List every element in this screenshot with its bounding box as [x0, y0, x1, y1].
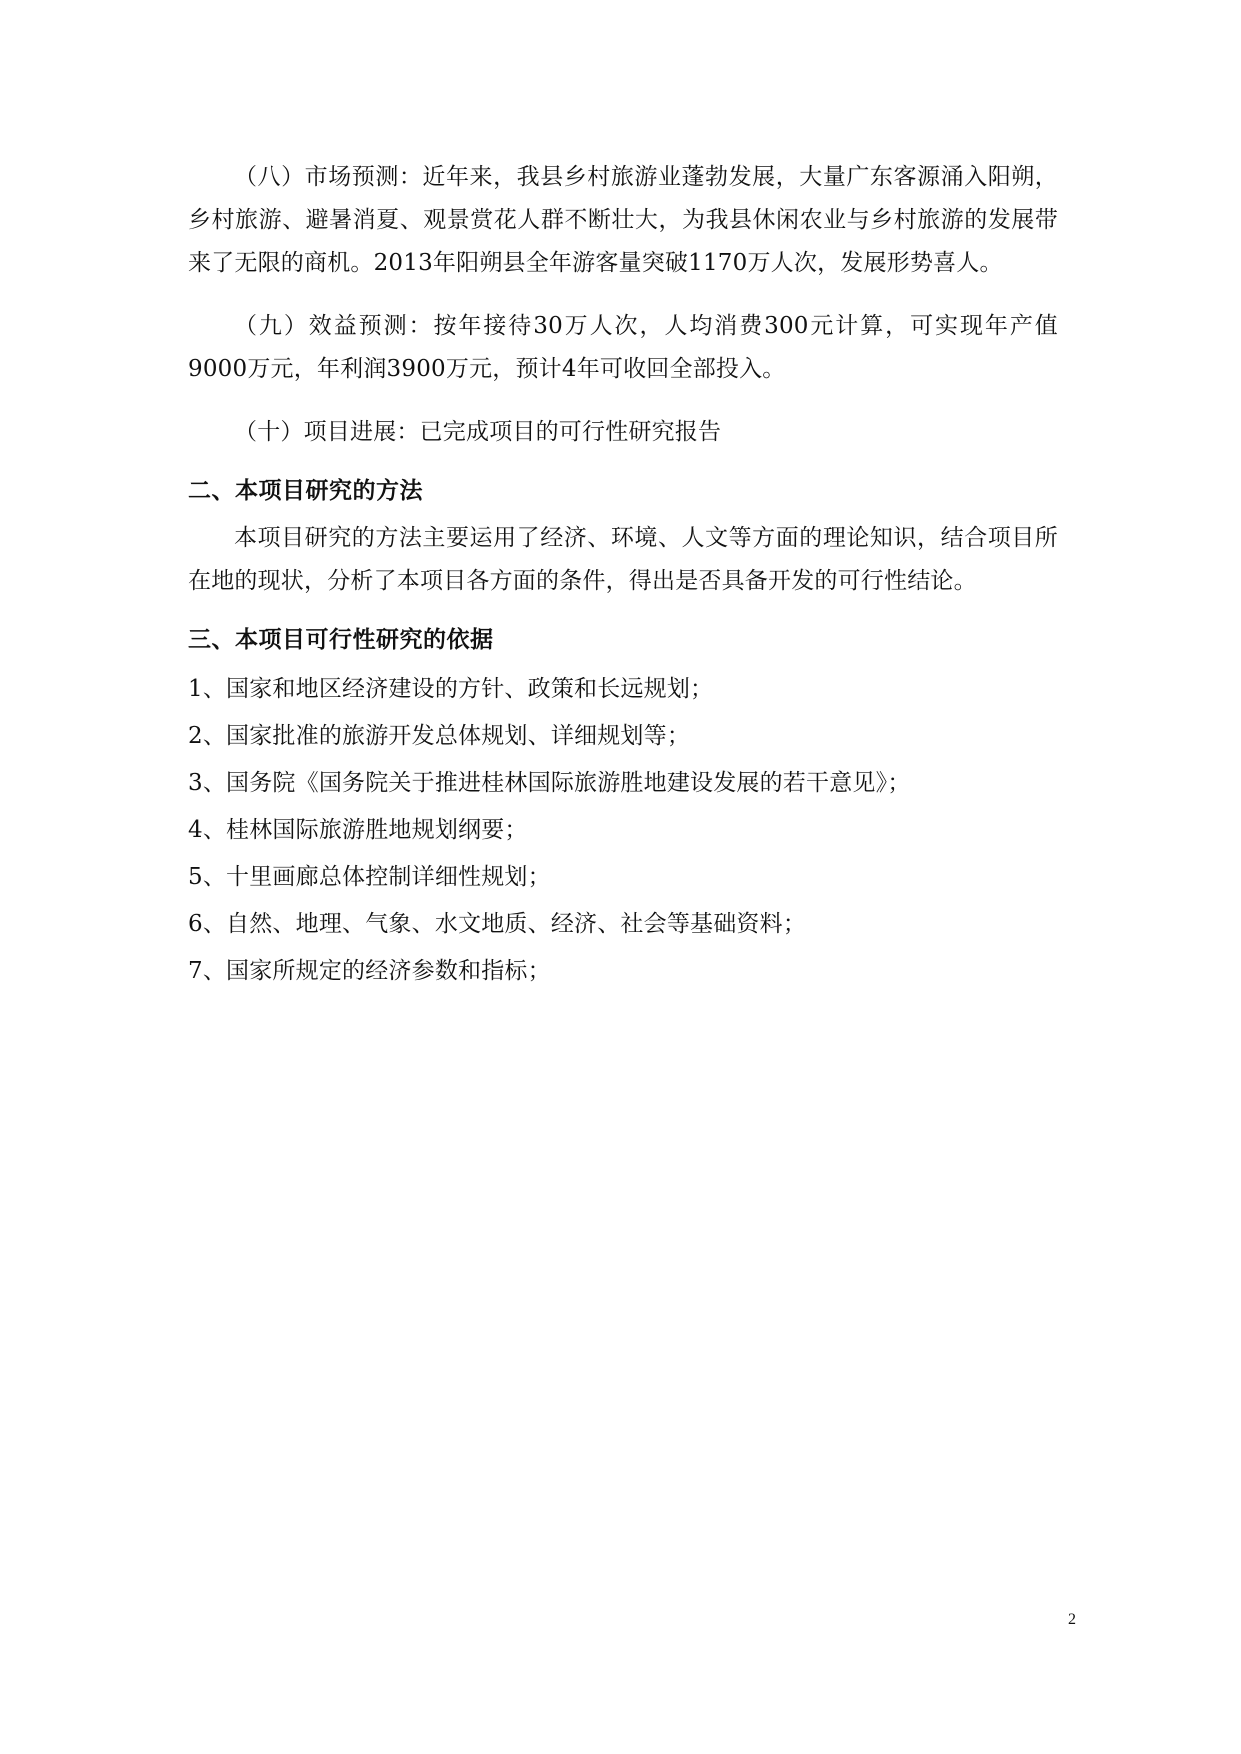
list-item: 7、国家所规定的经济参数和指标；: [188, 958, 551, 984]
paragraph-market-forecast: （八）市场预测：近年来，我县乡村旅游业蓬勃发展，大量广东客源涌入阳朔，乡村旅游、避暑消夏、观景赏花人群不断壮大，为我县休闲农业与乡村旅游的发展带来了无限的商机。2013年阳朔县全年游客量突破1170万人次，发展形势喜人。: [188, 164, 1058, 276]
section-heading-research-method: 二、本项目研究的方法: [188, 478, 423, 504]
list-item: 4、桂林国际旅游胜地规划纲要；: [188, 817, 528, 843]
page-content: [188, 156, 1058, 995]
list-item: 1、国家和地区经济建设的方针、政策和长远规划；: [188, 676, 714, 702]
section-heading-feasibility-basis: 三、本项目可行性研究的依据: [188, 627, 494, 653]
list-item: 5、十里画廊总体控制详细性规划；: [188, 864, 551, 890]
basis-list: [188, 666, 1058, 995]
paragraph-research-method: 本项目研究的方法主要运用了经济、环境、人文等方面的理论知识，结合项目所在地的现状，分析了本项目各方面的条件，得出是否具备开发的可行性结论。: [188, 525, 1058, 594]
list-item: 6、自然、地理、气象、水文地质、经济、社会等基础资料；: [188, 911, 807, 937]
page-number: 2: [1068, 1611, 1076, 1628]
paragraph-benefit-forecast: （九）效益预测：按年接待30万人次，人均消费300元计算，可实现年产值9000万元，年利润3900万元，预计4年可收回全部投入。: [188, 313, 1058, 382]
paragraph-project-progress: （十）项目进展：已完成项目的可行性研究报告: [234, 419, 722, 445]
list-item: 2、国家批准的旅游开发总体规划、详细规划等；: [188, 723, 691, 749]
list-item: 3、国务院《国务院关于推进桂林国际旅游胜地建设发展的若干意见》；: [188, 770, 911, 796]
